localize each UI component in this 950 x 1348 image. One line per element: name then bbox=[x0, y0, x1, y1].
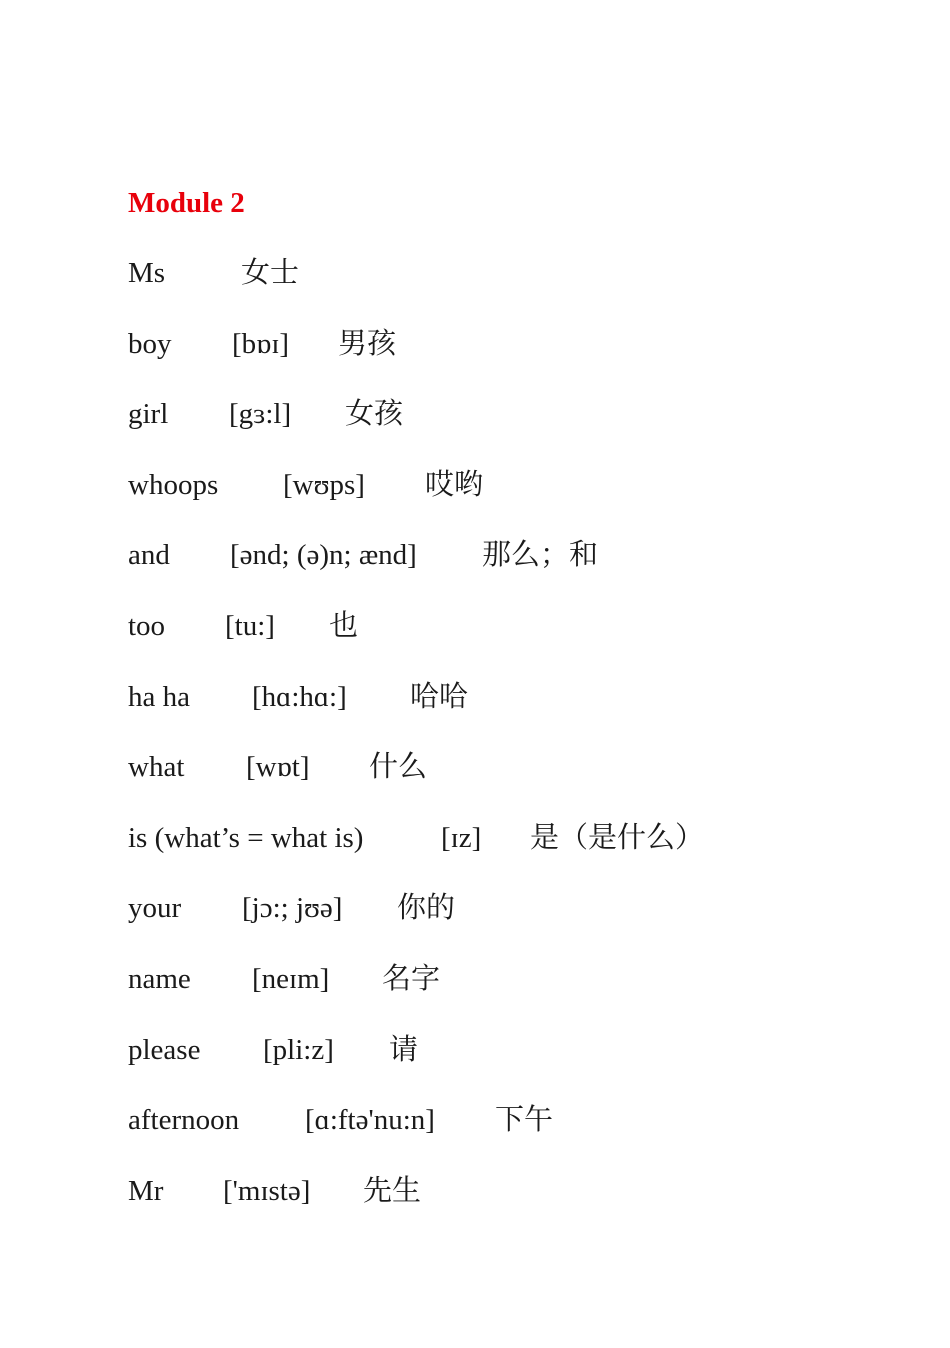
entry-meaning: 什么 bbox=[369, 751, 428, 784]
list-item bbox=[128, 821, 928, 892]
entry-phonetic: [hɑ:hɑ:] bbox=[252, 680, 347, 713]
entry-word: Ms bbox=[128, 257, 166, 289]
list-item bbox=[128, 750, 928, 821]
entry-word: Mr bbox=[128, 1174, 164, 1207]
entry-phonetic: [wʊps] bbox=[283, 468, 365, 501]
entry-meaning: 名字 bbox=[382, 962, 441, 995]
entry-phonetic: [ənd; (ə)n; ænd] bbox=[230, 539, 417, 572]
module-title: Module 2 bbox=[128, 187, 245, 219]
entry-meaning: 那么；和 bbox=[482, 539, 599, 572]
list-item bbox=[128, 1033, 928, 1104]
entry-phonetic: [gɜ:l] bbox=[229, 398, 292, 431]
entry-word: too bbox=[128, 609, 166, 642]
entry-phonetic: [ɑ:ftə'nu:n] bbox=[305, 1104, 435, 1137]
entry-phonetic: [pli:z] bbox=[263, 1033, 334, 1066]
entry-meaning: 先生 bbox=[363, 1174, 422, 1207]
entry-meaning: 哈哈 bbox=[410, 680, 469, 713]
entry-phonetic: [tu:] bbox=[225, 609, 275, 642]
entry-meaning: 女孩 bbox=[345, 398, 404, 431]
entry-phonetic: [ɪz] bbox=[441, 821, 482, 854]
entry-phonetic: [wɒt] bbox=[246, 751, 310, 784]
entry-word: whoops bbox=[128, 468, 219, 501]
list-item bbox=[128, 609, 928, 680]
entry-word: and bbox=[128, 539, 170, 572]
entry-word: afternoon bbox=[128, 1104, 240, 1137]
entry-word: ha ha bbox=[128, 680, 190, 713]
list-item bbox=[128, 962, 928, 1033]
entry-word: please bbox=[128, 1033, 201, 1066]
entry-meaning: 下午 bbox=[495, 1104, 554, 1137]
entry-meaning: 是（是什么） bbox=[530, 821, 705, 854]
list-item bbox=[128, 891, 928, 962]
entry-word: girl bbox=[128, 398, 169, 431]
entry-word: what bbox=[128, 751, 185, 784]
list-item bbox=[128, 1103, 928, 1174]
entry-word: your bbox=[128, 892, 182, 925]
entry-meaning: 请 bbox=[389, 1033, 419, 1066]
entry-phonetic: [jɔ:; jʊə] bbox=[242, 892, 343, 925]
entry-meaning: 哎哟 bbox=[425, 468, 484, 501]
list-item bbox=[128, 468, 928, 539]
list-item bbox=[128, 538, 928, 609]
entry-word: boy bbox=[128, 327, 172, 360]
list-item bbox=[128, 1174, 928, 1245]
vocabulary-list bbox=[128, 256, 928, 1244]
entry-meaning: 女士 bbox=[241, 257, 300, 289]
entry-word: is (what’s = what is) bbox=[128, 821, 364, 854]
entry-phonetic: [bɒɪ] bbox=[232, 327, 290, 360]
entry-phonetic: [neɪm] bbox=[252, 962, 330, 995]
entry-phonetic: ['mɪstə] bbox=[223, 1174, 311, 1207]
entry-word: name bbox=[128, 962, 191, 995]
entry-meaning: 你的 bbox=[397, 892, 456, 925]
list-item bbox=[128, 256, 928, 327]
list-item bbox=[128, 680, 928, 751]
entry-meaning: 男孩 bbox=[338, 327, 397, 360]
entry-meaning: 也 bbox=[329, 609, 359, 642]
list-item bbox=[128, 397, 928, 468]
list-item bbox=[128, 327, 928, 398]
